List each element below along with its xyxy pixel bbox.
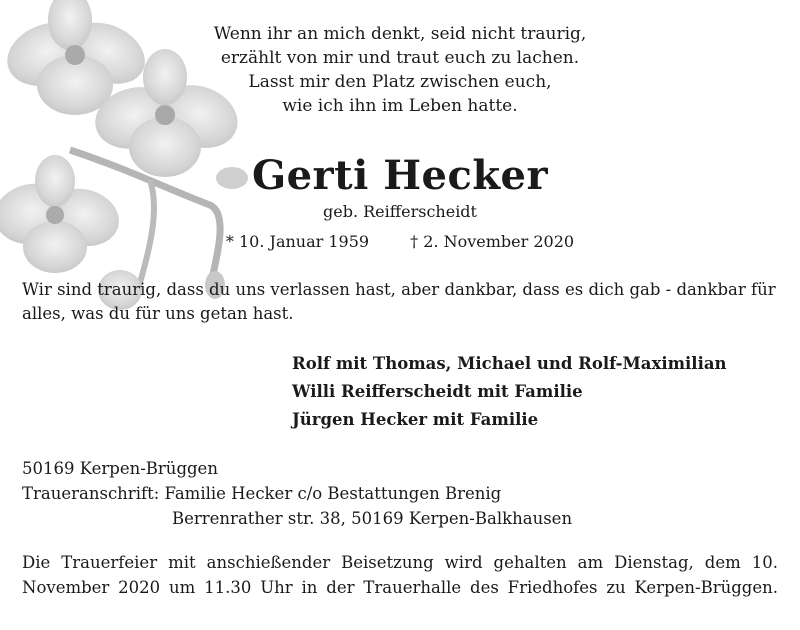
deceased-name: Gerti Hecker [251, 152, 549, 199]
family-member: Willi Reifferscheidt mit Familie [292, 382, 583, 401]
death-date: † 2. November 2020 [410, 232, 575, 251]
poem [190, 22, 610, 118]
life-dates [200, 232, 600, 251]
birth-date: * 10. Januar 1959 [225, 232, 370, 251]
poem-line: wie ich ihn im Leben hatte. [282, 96, 518, 116]
family-member: Jürgen Hecker mit Familie [292, 410, 539, 429]
birth-name: geb. Reifferscheidt [323, 202, 477, 221]
family-member: Rolf mit Thomas, Michael und Rolf-Maximilian [292, 354, 727, 373]
poem-line: Lasst mir den Platz zwischen euch, [248, 72, 552, 92]
family-list [292, 350, 782, 434]
location: 50169 Kerpen-Brüggen [22, 459, 218, 478]
mourning-address-line2: Berrenrather str. 38, 50169 Kerpen-Balkhausen [172, 509, 573, 528]
address-block [22, 456, 782, 531]
poem-line: Wenn ihr an mich denkt, seid nicht traurig, [213, 24, 587, 44]
mourning-address-line1: Traueranschrift: Familie Hecker c/o Bestattungen Brenig [22, 484, 502, 503]
funeral-notice: Die Trauerfeier mit anschießender Beisetzung wird gehalten am Dienstag, dem 10. November 2020 um 11.30 Uhr in der Trauerhalle des Friedhofes zu Kerpen-Brüggen. [22, 553, 778, 597]
condolence-message: Wir sind traurig, dass du uns verlassen hast, aber dankbar, dass es dich gab - dankbar für alles, was du für uns getan hast. [22, 280, 776, 323]
poem-line: erzählt von mir und traut euch zu lachen. [220, 48, 580, 68]
